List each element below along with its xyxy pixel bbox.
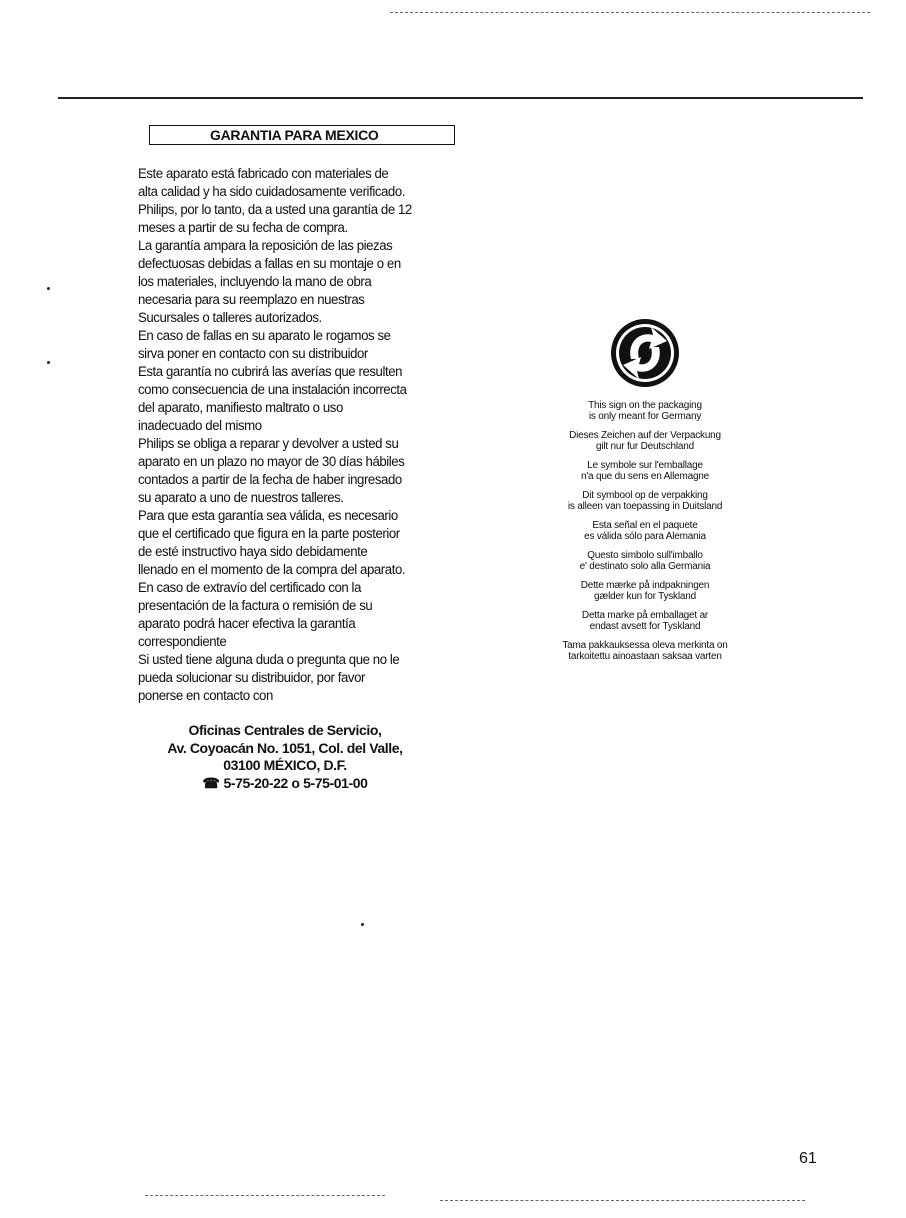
body-line: aparato en un plazo no mayor de 30 días hábiles: [138, 454, 405, 470]
scan-dashes-bottom-right: [440, 1200, 805, 1201]
service-address: [140, 722, 430, 792]
notice-spanish: [540, 521, 750, 542]
body-line: En caso de extravío del certificado con la: [138, 580, 361, 596]
notice-english: [540, 401, 750, 422]
address-line: Av. Coyoacán No. 1051, Col. del Valle,: [167, 739, 403, 756]
notice-finnish: [540, 641, 750, 662]
scan-speck: [361, 923, 364, 926]
notice-line: e' destinato solo alla Germania: [579, 560, 711, 572]
notice-line: Esta señal en el paquete: [592, 520, 698, 531]
notice-italian: [540, 551, 750, 572]
notice-line: is only meant for Germany: [588, 410, 702, 422]
body-line: su aparato a uno de nuestros talleres.: [138, 490, 344, 506]
notice-french: [540, 461, 750, 482]
notice-line: Dieses Zeichen auf der Verpackung: [569, 430, 721, 441]
notice-german: [540, 431, 750, 452]
body-line: meses a partir de su fecha de compra.: [138, 220, 348, 236]
header-rule: [58, 97, 863, 99]
body-line: de esté instructivo haya sido debidamente: [138, 544, 368, 560]
notice-line: This sign on the packaging: [588, 400, 702, 411]
phone-numbers: 5-75-20-22 o 5-75-01-00: [223, 774, 368, 791]
body-line: La garantía ampara la reposición de las piezas: [138, 238, 393, 254]
page-number: 61: [799, 1150, 817, 1167]
body-line: defectuosas debidas a fallas en su montaje o en: [138, 256, 401, 272]
packaging-notices: [540, 401, 750, 671]
notice-line: gælder kun for Tyskland: [594, 590, 696, 602]
body-line: necesaria para su reemplazo en nuestras: [138, 292, 365, 308]
notice-line: Le symbole sur l'emballage: [587, 460, 703, 471]
address-line: 03100 MÉXICO, D.F.: [223, 757, 347, 773]
scan-dashes-top: [390, 12, 870, 13]
body-line: alta calidad y ha sido cuidadosamente verificado.: [138, 184, 406, 200]
notice-line: Questo simbolo sull'imballo: [587, 550, 703, 561]
body-line: inadecuado del mismo: [138, 418, 262, 434]
scan-speck: [47, 287, 50, 290]
section-title: GARANTIA PARA MEXICO: [149, 125, 455, 145]
notice-danish: [540, 581, 750, 602]
notice-line: es válida sólo para Alemania: [584, 530, 706, 542]
body-line: los materiales, incluyendo la mano de obra: [138, 274, 372, 290]
scan-dashes-bottom-left: [145, 1195, 385, 1196]
notice-line: Dit symbool op de verpakking: [582, 490, 708, 501]
notice-line: endast avsett for Tyskland: [589, 620, 701, 632]
notice-line: tarkoitettu ainoastaan saksaa varten: [568, 650, 722, 662]
warranty-body: [138, 165, 417, 705]
scan-speck: [47, 361, 50, 364]
green-dot-recycle-icon: [609, 311, 681, 395]
telephone-icon: ☎: [202, 774, 220, 791]
body-line: aparato podrá hacer efectiva la garantía: [138, 616, 356, 632]
body-line: contados a partir de la fecha de haber ingresado: [138, 472, 402, 488]
phone-line: [140, 775, 430, 793]
body-line: En caso de fallas en su aparato le rogamos se: [138, 328, 391, 344]
body-line: correspondiente: [138, 634, 227, 650]
notice-line: n'a que du sens en Allemagne: [580, 470, 710, 482]
body-line: Sucursales o talleres autorizados.: [138, 310, 322, 326]
body-line: ponerse en contacto con: [138, 688, 273, 704]
notice-line: is alleen van toepassing in Duitsland: [567, 500, 723, 512]
body-line: Si usted tiene alguna duda o pregunta que no le: [138, 652, 400, 668]
body-line: presentación de la factura o remisión de su: [138, 598, 373, 614]
notice-line: Tama pakkauksessa oleva merkinta on: [562, 640, 728, 651]
body-line: sirva poner en contacto con su distribuidor: [138, 346, 368, 362]
notice-line: gilt nur fur Deutschland: [595, 440, 695, 452]
body-line: que el certificado que figura en la parte posterior: [138, 526, 400, 542]
body-line: como consecuencia de una instalación incorrecta: [138, 382, 407, 398]
body-line: Para que esta garantía sea válida, es necesario: [138, 508, 398, 524]
notice-swedish: [540, 611, 750, 632]
body-line: Esta garantía no cubrirá las averías que resulten: [138, 364, 403, 380]
notice-line: Dette mærke på indpakningen: [580, 580, 710, 591]
body-line: Philips se obliga a reparar y devolver a usted su: [138, 436, 399, 452]
address-line: Oficinas Centrales de Servicio,: [188, 722, 382, 738]
body-line: llenado en el momento de la compra del aparato.: [138, 562, 406, 578]
body-line: Philips, por lo tanto, da a usted una garantía de 12: [138, 202, 412, 218]
notice-dutch: [540, 491, 750, 512]
body-line: Este aparato está fabricado con materiales de: [138, 166, 389, 182]
notice-line: Detta marke på emballaget ar: [581, 610, 709, 621]
body-line: pueda solucionar su distribuidor, por favor: [138, 670, 365, 686]
body-line: del aparato, manifiesto maltrato o uso: [138, 400, 343, 416]
